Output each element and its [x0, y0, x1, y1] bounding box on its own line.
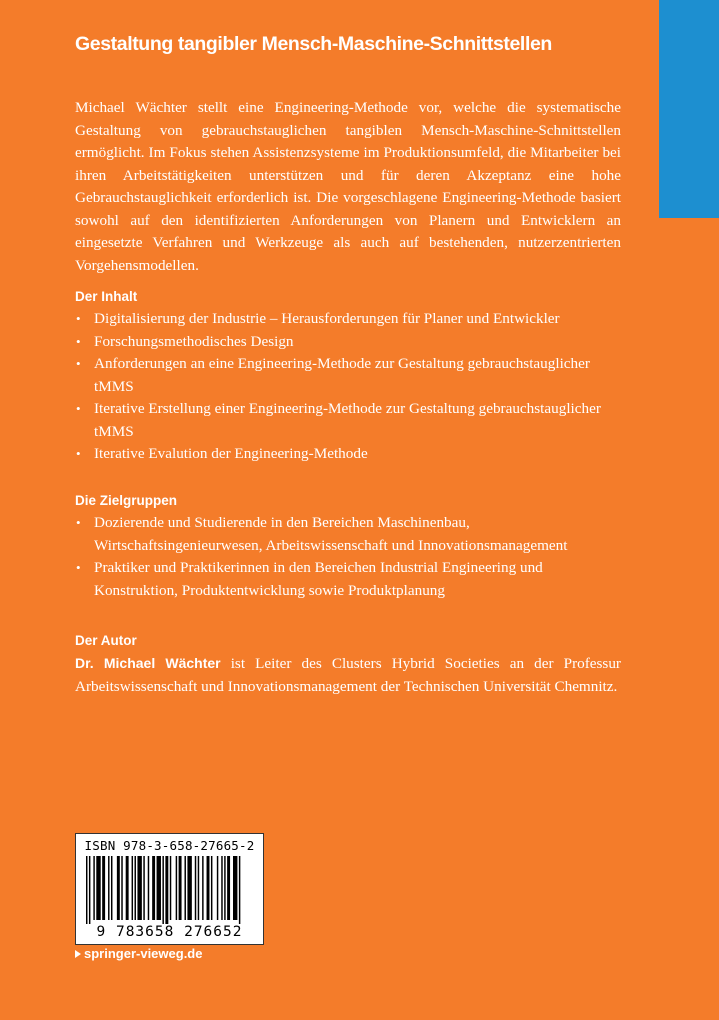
list-item: • Praktiker und Praktikerinnen in den Bereichen Industrial Engineering und Konstruktion, Produktentwicklung sowie Produktplanung: [76, 559, 543, 599]
barcode-digits: 9 783658 276652: [96, 924, 243, 940]
arrow-right-icon: [75, 950, 81, 958]
back-cover-title: Gestaltung tangibler Mensch-Maschine-Schnittstellen: [75, 33, 552, 55]
bullet-icon: •: [76, 401, 81, 416]
list-item: • Dozierende und Studierende in den Bereichen Maschinenbau, Wirtschaftsingenieurwesen, Arbeitswissenschaft und Innovationsmanagement: [76, 514, 568, 554]
publisher-website[interactable]: [75, 946, 202, 961]
barcode-icon: [84, 856, 255, 924]
section-autor-heading: Der Autor: [75, 633, 137, 648]
section-inhalt-heading: Der Inhalt: [75, 289, 138, 304]
bullet-icon: •: [76, 446, 81, 461]
author-bio: [75, 652, 621, 698]
blue-color-tab: [659, 0, 719, 218]
author-description: ist Leiter des Clusters Hybrid Societies an der Professur Arbeitswissenschaft und Innovationsmanagement der Technischen Universität Chemnitz.: [75, 655, 621, 695]
publisher-website-label: springer-vieweg.de: [84, 946, 203, 961]
bullet-icon: •: [76, 515, 81, 530]
inhalt-list: [75, 308, 621, 466]
list-item: • Forschungsmethodisches Design: [75, 331, 621, 354]
isbn-number: ISBN 978-3-658-27665-2: [84, 838, 255, 853]
bullet-icon: •: [76, 560, 81, 575]
list-item: • Anforderungen an eine Engineering-Methode zur Gestaltung gebrauchstauglicher tMMS: [76, 355, 590, 395]
list-item: • Digitalisierung der Industrie – Herausforderungen für Planer und Entwickler: [75, 308, 621, 331]
section-zielgruppen: [75, 491, 621, 602]
list-item: • Iterative Evalution der Engineering-Methode: [75, 443, 621, 466]
list-item: • Iterative Erstellung einer Engineering-Methode zur Gestaltung gebrauchstauglicher tMMS: [76, 400, 601, 440]
zielgruppen-list: [75, 512, 621, 602]
bullet-icon: •: [76, 311, 81, 326]
bullet-icon: •: [76, 356, 81, 371]
bullet-icon: •: [76, 333, 81, 349]
section-zielgruppen-heading: Die Zielgruppen: [75, 493, 178, 508]
author-name: Dr. Michael Wächter: [75, 655, 221, 671]
section-autor: [75, 631, 621, 698]
intro-paragraph: Michael Wächter stellt eine Engineering-Methode vor, welche die systematische Gestaltung von gebrauchstauglichen tangiblen Mensch-Maschine-Schnittstellen ermöglicht. Im Fokus stehen Assistenzsysteme im Produktionsumfeld, die Mitarbeiter bei ihren Arbeitstätigkeiten unterstützen und für deren Akzeptanz eine hohe Gebrauchstauglichkeit erforderlich ist. Die vorgeschlagene Engineering-Methode basiert sowohl auf den identifizierten Anforderungen von Planern und Entwicklern an eingesetzte Verfahren und Werkzeuge als auch auf bestehenden, nutzerzentrierten Vorgehensmodellen.: [75, 99, 621, 274]
section-inhalt: [75, 287, 621, 466]
isbn-barcode: [75, 833, 264, 945]
